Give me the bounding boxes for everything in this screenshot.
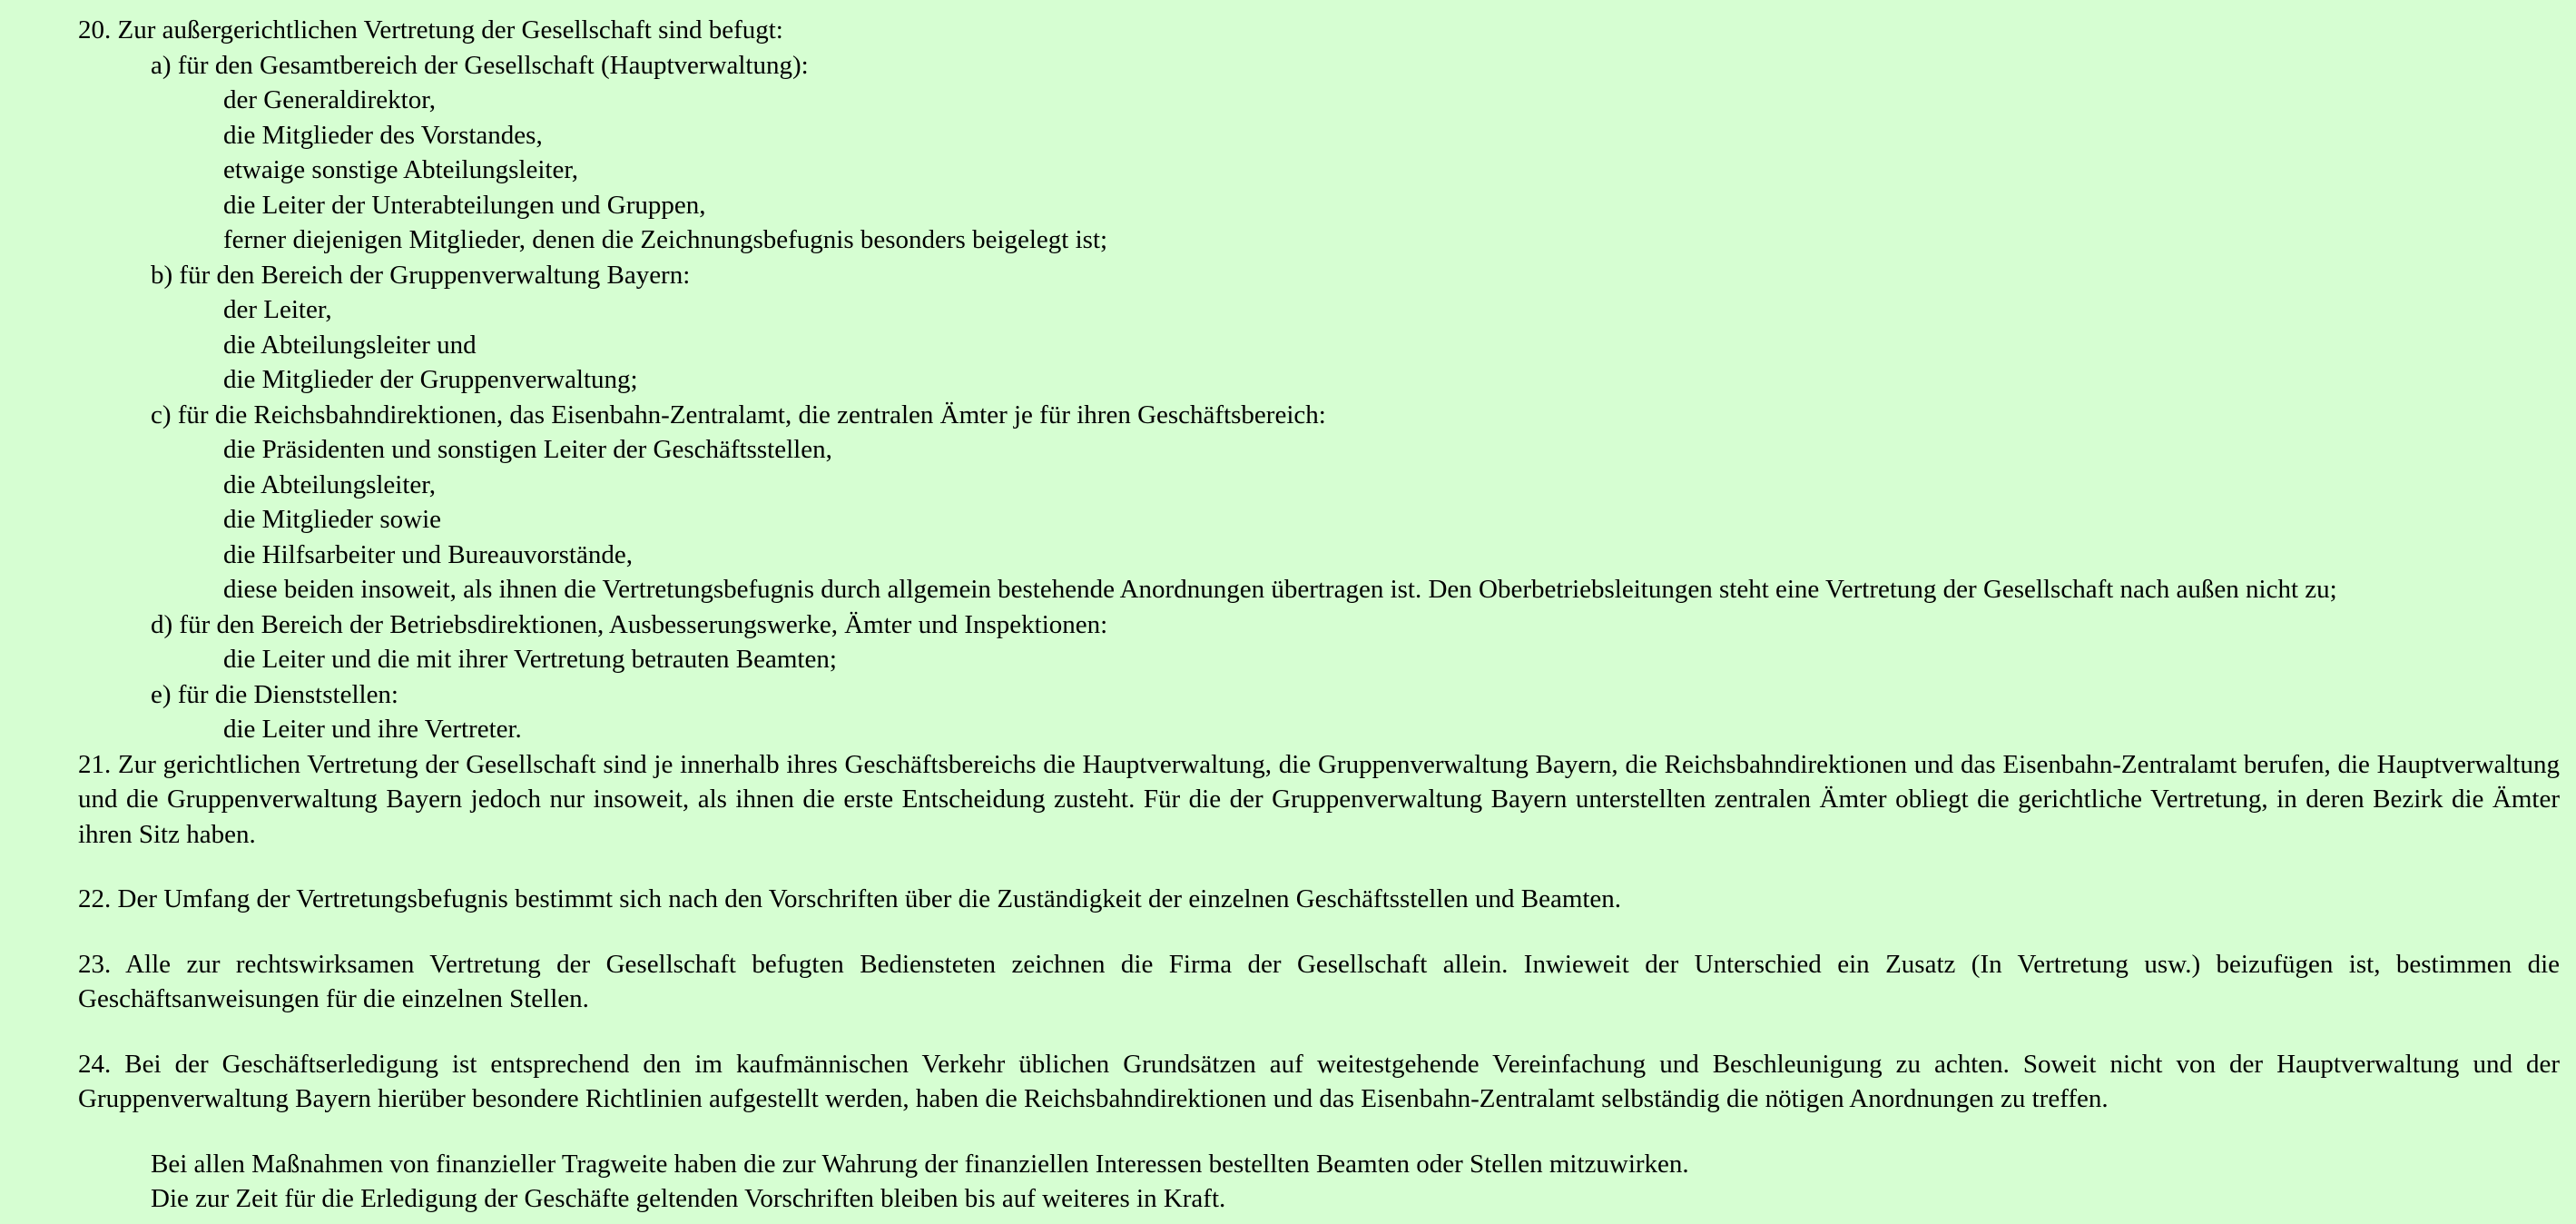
section-20-b-item: der Leiter, <box>223 295 332 324</box>
paragraph-gap <box>78 1117 2560 1147</box>
section-20-e-label: e) für die Dienststellen: <box>151 679 398 709</box>
document-body <box>78 13 2560 1217</box>
section-23: 23. Alle zur rechtswirksamen Vertretung der Gesellschaft befugten Bediensteten zeichnen die Firma der Gesellschaft allein. Inwieweit der Unterschied ein Zusatz (In Vertretung usw.) beizufügen ist, bestimmen die Geschäftsanweisungen für die einzelnen Stellen. <box>78 949 2560 1013</box>
section-22: 22. Der Umfang der Vertretungsbefugnis bestimmt sich nach den Vorschriften über die Zuständigkeit der einzelnen Geschäftsstellen und Beamten. <box>78 884 1622 913</box>
section-20-c-item: die Präsidenten und sonstigen Leiter der Geschäftsstellen, <box>223 435 832 464</box>
closing-line: Die zur Zeit für die Erledigung der Geschäfte geltenden Vorschriften bleiben bis auf weiteres in Kraft. <box>151 1184 1226 1213</box>
section-20-c-item: die Mitglieder sowie <box>223 505 442 534</box>
section-20-c-item: diese beiden insoweit, als ihnen die Vertretungsbefugnis durch allgemein bestehende Anordnungen übertragen ist. Den Oberbetriebsleitungen steht eine Vertretung der Gesellschaft nach außen nicht zu; <box>223 575 2337 604</box>
section-20-c-item: die Abteilungsleiter, <box>223 469 437 499</box>
section-24: 24. Bei der Geschäftserledigung ist entsprechend den im kaufmännischen Verkehr üblichen Grundsätzen auf weitestgehende Vereinfachung und Beschleunigung zu achten. Soweit nicht von der Hauptverwaltung und der Gruppenverwaltung Bayern hierüber besondere Richtlinien aufgestellt werden, haben die Reichsbahndirektionen und das Eisenbahn-Zentralamt selbständig die nötigen Anordnungen zu treffen. <box>78 1049 2560 1113</box>
section-20-d-label: d) für den Bereich der Betriebsdirektionen, Ausbesserungswerke, Ämter und Inspektionen: <box>151 609 1108 639</box>
section-20-b-label: b) für den Bereich der Gruppenverwaltung Bayern: <box>151 260 691 290</box>
section-20-c-label: c) für die Reichsbahndirektionen, das Eisenbahn-Zentralamt, die zentralen Ämter je für ihren Geschäftsbereich: <box>151 400 1326 429</box>
section-20-a-item: der Generaldirektor, <box>223 85 436 114</box>
section-20-a-item: die Leiter der Unterabteilungen und Gruppen, <box>223 190 706 220</box>
paragraph-gap <box>78 1017 2560 1047</box>
paragraph-gap <box>78 852 2560 882</box>
section-20-c-item: die Hilfsarbeiter und Bureauvorstände, <box>223 539 633 569</box>
section-20-a-item: etwaige sonstige Abteilungsleiter, <box>223 155 579 184</box>
section-20-a-label: a) für den Gesamtbereich der Gesellschaft (Hauptverwaltung): <box>151 50 809 80</box>
section-21: 21. Zur gerichtlichen Vertretung der Gesellschaft sind je innerhalb ihres Geschäftsbereichs die Hauptverwaltung, die Gruppenverwaltung Bayern, die Reichsbahndirektionen und das Eisenbahn-Zentralamt berufen, die Hauptverwaltung und die Gruppenverwaltung Bayern jedoch nur insoweit, als ihnen die erste Entscheidung zusteht. Für die der Gruppenverwaltung Bayern unterstellten zentralen Ämter obliegt die gerichtliche Vertretung, in deren Bezirk die Ämter ihren Sitz haben. <box>78 749 2560 849</box>
section-20-heading: 20. Zur außergerichtlichen Vertretung der Gesellschaft sind befugt: <box>78 15 783 44</box>
section-20-a-item: die Mitglieder des Vorstandes, <box>223 120 543 150</box>
paragraph-gap <box>78 917 2560 947</box>
section-20-e-item: die Leiter und ihre Vertreter. <box>223 715 522 744</box>
closing-line: Bei allen Maßnahmen von finanzieller Tragweite haben die zur Wahrung der finanziellen Interessen bestellten Beamten oder Stellen mitzuwirken. <box>151 1149 1689 1179</box>
section-20-b-item: die Abteilungsleiter und <box>223 330 477 360</box>
section-20-b-item: die Mitglieder der Gruppenverwaltung; <box>223 365 638 394</box>
section-20-d-item: die Leiter und die mit ihrer Vertretung betrauten Beamten; <box>223 645 837 674</box>
section-20-a-item: ferner diejenigen Mitglieder, denen die Zeichnungsbefugnis besonders beigelegt ist; <box>223 225 1108 254</box>
